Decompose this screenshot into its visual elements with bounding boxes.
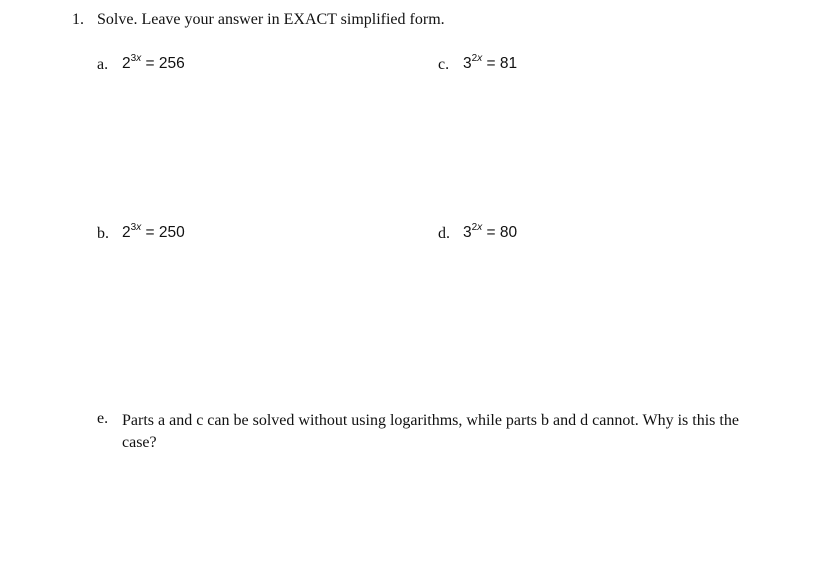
part-e-text: Parts a and c can be solved without using logarithms, while parts b and d cannot. Why is this the case? [122, 412, 739, 451]
part-c-base: 3 [463, 55, 472, 72]
part-c-rhs: 81 [499, 55, 518, 72]
part-a-equals: = [145, 55, 155, 72]
part-a-equation [122, 52, 185, 73]
part-a-label: a. [97, 56, 109, 73]
part-e-label: e. [97, 410, 109, 427]
part-d-rhs: 80 [499, 224, 518, 241]
question-number: 1. [72, 11, 84, 28]
part-c-equation [463, 52, 518, 73]
part-d-base: 3 [463, 224, 472, 241]
part-d-equals: = [486, 224, 496, 241]
part-d-exponent: 2x [471, 221, 483, 233]
part-a-base: 2 [122, 55, 131, 72]
part-d-label: d. [438, 225, 450, 242]
part-d-equation [463, 221, 518, 242]
part-b-base: 2 [122, 224, 131, 241]
part-b-rhs: 250 [158, 224, 185, 241]
part-c-label: c. [438, 56, 450, 73]
question-prompt: Solve. Leave your answer in EXACT simplified form. [97, 11, 445, 28]
part-a-rhs: 256 [158, 55, 185, 72]
part-c-exponent: 2x [471, 52, 483, 64]
part-b-equals: = [145, 224, 155, 241]
part-b-exponent: 3x [130, 221, 142, 233]
part-b-equation [122, 221, 185, 242]
part-b-label: b. [97, 225, 109, 242]
part-c-equals: = [486, 55, 496, 72]
part-a-exponent: 3x [130, 52, 142, 64]
